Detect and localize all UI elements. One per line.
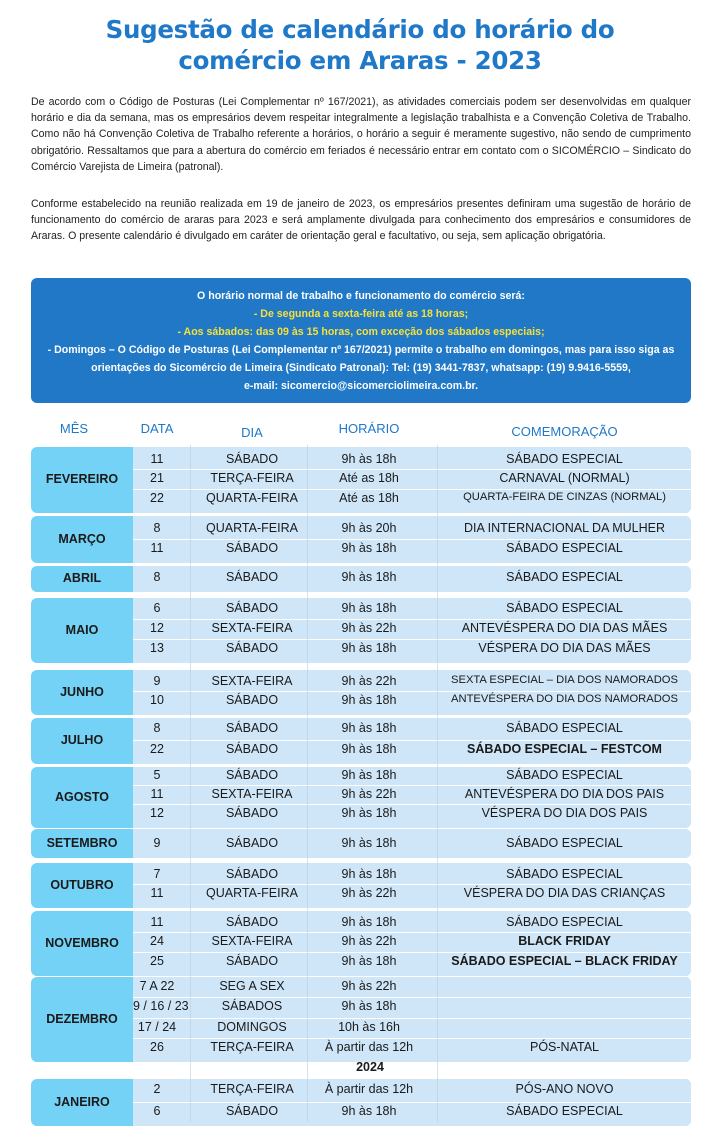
row-separator [133, 619, 691, 620]
column-divider [307, 445, 308, 1122]
cell-celebration: SÁBADO ESPECIAL [506, 836, 623, 850]
cell-date: 8 [153, 521, 161, 535]
notice-line-4: - Domingos – O Código de Posturas (Lei Complementar nº 167/2021) permite o trabalho em domingos, mas para isso siga as [47, 344, 675, 356]
cell-hours: 9h às 18h [341, 541, 397, 555]
cell-date: 9 [153, 836, 161, 850]
cell-hours: 9h às 20h [341, 521, 397, 535]
row-separator [133, 932, 691, 933]
row-separator [133, 740, 691, 741]
cell-date: 21 [150, 471, 164, 485]
cell-date: 11 [150, 886, 164, 900]
cell-date: 8 [153, 570, 161, 584]
row-separator [133, 639, 691, 640]
row-separator [133, 1018, 691, 1019]
month-label: DEZEMBRO [46, 1011, 118, 1026]
cell-date: 6 [153, 1104, 161, 1118]
month-label: JANEIRO [54, 1094, 110, 1109]
cell-celebration: BLACK FRIDAY [518, 934, 611, 948]
cell-date: 10 [150, 693, 164, 707]
cell-celebration: VÉSPERA DO DIA DOS PAIS [481, 806, 648, 820]
cell-date: 9 / 16 / 23 [133, 999, 189, 1013]
cell-day: SÁBADO [225, 641, 279, 655]
cell-celebration: VÉSPERA DO DIA DAS CRIANÇAS [463, 886, 666, 900]
notice-line-3: - Aos sábados: das 09 às 15 horas, com exceção dos sábados especiais; [177, 326, 545, 338]
month-label: OUTUBRO [50, 877, 114, 892]
cell-day: SÁBADO [225, 1104, 279, 1118]
cell-celebration: VÉSPERA DO DIA DAS MÃES [478, 641, 651, 655]
month-label: FEVEREIRO [45, 472, 119, 486]
cell-day: SEXTA-FEIRA [211, 934, 293, 948]
cell-celebration: SÁBADO ESPECIAL [506, 915, 623, 929]
year-separator: 2024 [356, 1060, 384, 1074]
row-separator [133, 1038, 691, 1039]
cell-hours: 9h às 18h [341, 601, 397, 615]
cell-day: TERÇA-FEIRA [210, 471, 294, 485]
cell-day: SÁBADO [225, 768, 279, 782]
hours-notice-box [31, 278, 691, 403]
row-separator [133, 997, 691, 998]
cell-date: 11 [150, 787, 164, 801]
cell-celebration: ANTEVÉSPERA DO DIA DOS PAIS [464, 787, 665, 801]
cell-hours: 9h às 18h [341, 693, 397, 707]
cell-hours: 9h às 18h [341, 452, 397, 466]
page-title [0, 14, 720, 76]
header-date: DATA [140, 421, 174, 436]
header-celebration: COMEMORAÇÃO [511, 424, 618, 439]
cell-hours: 9h às 18h [341, 768, 397, 782]
cell-date: 9 [153, 674, 161, 688]
cell-date: 24 [150, 934, 164, 948]
cell-hours: Até as 18h [339, 471, 399, 485]
cell-celebration: CARNAVAL (NORMAL) [499, 471, 630, 485]
cell-hours: 9h às 22h [341, 979, 397, 993]
cell-hours: 9h às 22h [341, 621, 397, 635]
cell-hours: 9h às 22h [341, 934, 397, 948]
cell-day: QUARTA-FEIRA [206, 886, 298, 900]
cell-day: SEXTA-FEIRA [211, 621, 293, 635]
cell-date: 17 / 24 [137, 1020, 177, 1034]
cell-date: 12 [150, 806, 164, 820]
cell-hours: 10h às 16h [338, 1020, 400, 1034]
cell-celebration: QUARTA-FEIRA DE CINZAS (NORMAL) [463, 491, 666, 503]
cell-day: SÁBADOS [221, 999, 283, 1013]
cell-celebration: SEXTA ESPECIAL – DIA DOS NAMORADOS [451, 674, 678, 686]
notice-line-5: orientações do Sicomércio de Limeira (Sindicato Patronal): Tel: (19) 3441-7837, whatsapp: (19) 9.9416-5559, [91, 362, 631, 374]
month-label: MAIO [65, 622, 99, 637]
cell-day: SÁBADO [225, 452, 279, 466]
second-paragraph: Conforme estabelecido na reunião realizada em 19 de janeiro de 2023, os empresários presentes definiram uma sugestão de horário de funcionamento do comércio de araras para 2023 e será amplamente divulgada para conhecimento dos empresários e consumidores de Araras. O presente calendário é divulgado em caráter de orientação geral e facultativo, ou seja, sem aplicação obrigatória. [31, 198, 691, 243]
cell-day: SEXTA-FEIRA [211, 787, 293, 801]
cell-day: TERÇA-FEIRA [210, 1082, 294, 1096]
cell-day: SÁBADO [225, 954, 279, 968]
row-separator [133, 489, 691, 490]
cell-celebration: SÁBADO ESPECIAL [506, 570, 623, 584]
cell-celebration: SÁBADO ESPECIAL [506, 721, 623, 735]
month-label: AGOSTO [55, 789, 109, 804]
cell-hours: 9h às 22h [341, 787, 397, 801]
cell-hours: 9h às 18h [341, 999, 397, 1013]
cell-celebration: ANTEVÉSPERA DO DIA DOS NAMORADOS [451, 693, 678, 705]
cell-day: SÁBADO [225, 836, 279, 850]
cell-celebration: SÁBADO ESPECIAL [506, 768, 623, 782]
cell-date: 2 [153, 1082, 161, 1096]
notice-line-6: e-mail: sicomercio@sicomerciolimeira.com.br. [243, 380, 479, 392]
cell-day: SEXTA-FEIRA [211, 674, 293, 688]
cell-celebration: PÓS-ANO NOVO [515, 1082, 614, 1096]
cell-day: QUARTA-FEIRA [206, 521, 298, 535]
cell-hours: 9h às 18h [341, 867, 397, 881]
row-separator [133, 539, 691, 540]
month-label: ABRIL [62, 571, 102, 585]
title-line-1: Sugestão de calendário do horário do [105, 15, 615, 44]
cell-celebration: PÓS-NATAL [530, 1040, 599, 1054]
cell-celebration: ANTEVÉSPERA DO DIA DAS MÃES [461, 621, 668, 635]
month-label: JULHO [60, 733, 104, 747]
cell-hours: 9h às 18h [341, 915, 397, 929]
column-divider [190, 445, 191, 1122]
cell-celebration: SÁBADO ESPECIAL [506, 1104, 623, 1118]
row-separator [133, 952, 691, 953]
cell-date: 8 [153, 721, 161, 735]
cell-hours: 9h às 18h [341, 806, 397, 820]
cell-hours: 9h às 18h [341, 954, 397, 968]
cell-celebration: SÁBADO ESPECIAL [506, 867, 623, 881]
title-line-2: comércio em Araras - 2023 [178, 46, 542, 75]
month-label: SETEMBRO [46, 835, 118, 850]
month-label: NOVEMBRO [45, 935, 119, 950]
cell-hours: Até as 18h [339, 491, 399, 505]
cell-hours: 9h às 18h [341, 570, 397, 584]
cell-day: SÁBADO [225, 601, 279, 615]
cell-date: 22 [150, 491, 164, 505]
row-separator [133, 1102, 691, 1103]
cell-hours: 9h às 18h [341, 721, 397, 735]
row-separator [133, 785, 691, 786]
cell-hours: 9h às 18h [341, 641, 397, 655]
cell-celebration: SÁBADO ESPECIAL [506, 601, 623, 615]
cell-hours: 9h às 22h [341, 886, 397, 900]
notice-line-2: - De segunda a sexta-feira até as 18 horas; [253, 308, 469, 320]
cell-date: 5 [153, 768, 161, 782]
cell-hours: À partir das 12h [324, 1082, 414, 1096]
intro-paragraph: De acordo com o Código de Posturas (Lei Complementar nº 167/2021), as atividades comerciais podem ser desenvolvidas em qualquer horário e dia da semana, mas os empresários devem respeitar integralmente a legislação trabalhista e a Convenção Coletiva de Trabalho. Como não há Convenção Coletiva de Trabalho referente a horários, o horário a seguir é meramente sugestivo, não sendo de cumprimento obrigatório. Ressaltamos que para a abertura do comércio em feriados é necessário entrar em contato com o SICOMÉRCIO – Sindicato do Comércio Varejista de Limeira (patronal). [31, 96, 691, 173]
cell-date: 11 [150, 452, 164, 466]
cell-hours: 9h às 18h [341, 1104, 397, 1118]
month-label: JUNHO [60, 684, 104, 699]
cell-date: 7 [153, 867, 161, 881]
row-separator [133, 469, 691, 470]
cell-celebration: DIA INTERNACIONAL DA MULHER [464, 521, 665, 535]
cell-date: 7 A 22 [139, 979, 175, 993]
cell-date: 11 [150, 541, 164, 555]
cell-date: 12 [150, 621, 164, 635]
cell-hours: 9h às 18h [341, 836, 397, 850]
cell-day: SÁBADO [225, 867, 279, 881]
cell-celebration: SÁBADO ESPECIAL – FESTCOM [467, 742, 662, 756]
cell-date: 6 [153, 601, 161, 615]
cell-date: 26 [150, 1040, 164, 1054]
cell-day: TERÇA-FEIRA [210, 1040, 294, 1054]
row-separator [133, 884, 691, 885]
cell-day: SÁBADO [225, 721, 279, 735]
cell-day: SÁBADO [225, 742, 279, 756]
row-separator [133, 691, 691, 692]
cell-date: 22 [150, 742, 164, 756]
cell-day: SEG A SEX [219, 979, 285, 993]
notice-line-1: O horário normal de trabalho e funcionamento do comércio será: [197, 290, 525, 302]
cell-hours: À partir das 12h [324, 1040, 414, 1054]
cell-celebration: SÁBADO ESPECIAL – BLACK FRIDAY [451, 954, 678, 968]
cell-day: DOMINGOS [217, 1020, 287, 1034]
cell-date: 25 [150, 954, 164, 968]
column-divider [437, 445, 438, 1122]
month-label: MARÇO [58, 531, 106, 546]
cell-day: SÁBADO [225, 915, 279, 929]
cell-day: QUARTA-FEIRA [206, 491, 298, 505]
cell-day: SÁBADO [225, 570, 279, 584]
cell-date: 11 [150, 915, 164, 929]
cell-day: SÁBADO [225, 693, 279, 707]
cell-hours: 9h às 18h [341, 742, 397, 756]
header-day: DIA [241, 425, 263, 440]
cell-day: SÁBADO [225, 806, 279, 820]
cell-date: 13 [150, 641, 164, 655]
row-separator [133, 804, 691, 805]
cell-day: SÁBADO [225, 541, 279, 555]
cell-celebration: SÁBADO ESPECIAL [506, 452, 623, 466]
header-month: MÊS [59, 421, 89, 436]
cell-celebration: SÁBADO ESPECIAL [506, 541, 623, 555]
cell-hours: 9h às 22h [341, 674, 397, 688]
header-hours: HORÁRIO [338, 421, 400, 436]
